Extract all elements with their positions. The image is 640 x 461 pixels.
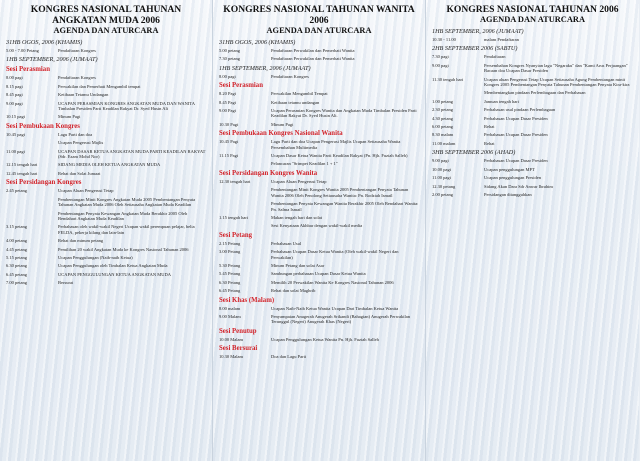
agenda-day-heading: 2HB SEPTEMBER 2006 (SABTU) — [432, 45, 518, 53]
agenda-row — [219, 201, 419, 212]
agenda-item: Ucapan Naib-Naib Ketua Wanita Ucapan Dari Timbalan Ketua Wanita — [271, 305, 399, 311]
agenda-item: Sambungan perbahasan Ucapan Dasar Ketua Wanita — [271, 271, 366, 277]
agenda-row — [6, 101, 206, 112]
agenda-item: Sesi Kenyataan Akhbar dengan wakil-wakil media — [271, 223, 363, 229]
agenda-time: 8.15 pagi — [6, 83, 23, 89]
agenda-row — [432, 90, 633, 95]
agenda-time: 9.00 Malam — [219, 313, 241, 319]
agenda-item: Perbahasan Usul — [271, 240, 302, 246]
agenda-item: Persembahan Kongres Nyanyian lagu "Negaraku" dan "Kami Arus Perjuangan" Bacaan doa Ucapan Dasar Presiden — [484, 62, 628, 74]
agenda-row — [219, 179, 419, 184]
agenda-row — [219, 100, 419, 105]
agenda-row — [219, 354, 419, 359]
agenda-row — [432, 141, 633, 146]
agenda-item: Ucapan Penggulungan Ketua Wanita Pn. Hjh. Fuziah Salleh — [271, 336, 379, 342]
agenda-row — [6, 149, 206, 160]
agenda-item: Pendaftaran Perwakilan dan Pemerhati Wanita — [271, 56, 355, 62]
agenda-item: Minum Pagi — [271, 121, 294, 127]
agenda-time: 2.45 petang — [6, 188, 27, 194]
panel-wanita — [213, 0, 426, 461]
agenda-item: Pembentangan Penyata Kewangan Wanita Berakhir 2005 Oleh Bendahari Wanita: Pn. Salma Ismail — [271, 201, 419, 212]
agenda-item: SIDANG MEDIA OLEH KETUA ANGKATAN MUDA — [58, 162, 161, 168]
agenda-row — [219, 74, 419, 79]
agenda-time: 8.45 Pagi — [219, 99, 237, 105]
agenda-time — [6, 197, 58, 208]
panel-title: KONGRES NASIONAL TAHUNAN 2006 — [446, 4, 619, 15]
agenda-section-heading: Sesi Perasmian — [6, 66, 50, 74]
agenda-time: 9.00 pagi — [432, 62, 449, 68]
agenda-row — [219, 91, 419, 96]
agenda-item: Makan tengah hari dan solat — [271, 214, 322, 220]
agenda-item: Pendaftaran Kongres — [271, 73, 309, 79]
agenda-row — [219, 337, 419, 342]
agenda-item: Perbahasan Ucapan Dasar Presiden — [484, 132, 548, 138]
agenda-day-heading: 1HB SEPTEMBER, 2006 (JUMAAT) — [219, 64, 311, 72]
panel-title: KONGRES NASIONAL TAHUNAN ANGKATAN MUDA 2006 — [30, 4, 182, 26]
agenda-time — [432, 90, 484, 95]
agenda-day-heading: 1HB SEPTEMBER, 2006 (JUMAAT) — [432, 28, 524, 35]
agenda-time: 4.30 petang — [432, 115, 453, 121]
agenda-item: Perbahasan Ucapan Dasar Presiden — [484, 158, 548, 164]
agenda-time: 10.30 Malam — [219, 354, 243, 360]
agenda-item: Rehat — [484, 124, 495, 130]
agenda-row — [6, 171, 206, 176]
agenda-time: 12.30 petang — [432, 183, 456, 189]
agenda-time: 4.00 petang — [6, 238, 27, 244]
agenda-list — [6, 39, 206, 286]
agenda-row — [6, 272, 206, 277]
agenda-row — [6, 255, 206, 260]
agenda-item: Ucapan Aluan Pengerusi Tetap — [58, 188, 114, 194]
agenda-item: Pembentangan Penyata Kewangan Angkatan Muda Berakhir 2005 Oleh Bendahari Angkatan Muda Keadilan — [58, 210, 188, 221]
panel-nasional — [426, 0, 639, 461]
panel-subtitle: AGENDA DAN ATURCARA — [480, 15, 585, 24]
agenda-row — [219, 187, 419, 198]
agenda-list — [432, 28, 633, 197]
agenda-time: 2.00 petang — [432, 191, 453, 197]
agenda-time: 7.30 pagi — [432, 54, 449, 60]
agenda-time: 6.30 petang — [6, 263, 27, 269]
agenda-time: 2.15 Petang — [219, 240, 241, 246]
agenda-time: 1.15 tengah hari — [219, 214, 249, 220]
agenda-time: 3.15 petang — [6, 224, 27, 230]
agenda-time: 10.30 Pagi — [219, 121, 239, 127]
agenda-item: Pelancaran "Srimpet Keadilan 1 + 1" — [271, 161, 338, 167]
agenda-item: Memilih 20 Perwakilan Wanita Ke Kongres Nasional Tahunan 2006 — [271, 279, 394, 285]
agenda-row — [432, 37, 633, 42]
panel-subtitle: AGENDA DAN ATURCARA — [266, 26, 372, 35]
agenda-row — [219, 56, 419, 61]
agenda-row — [219, 288, 419, 293]
agenda-item: Jamuan tengah hari — [484, 98, 519, 104]
agenda-item: Ucapan Pengerusi Majlis — [58, 140, 104, 146]
agenda-row — [432, 116, 633, 121]
agenda-row — [432, 99, 633, 104]
agenda-time — [219, 161, 271, 166]
panel-title: KONGRES NASIONAL TAHUNAN WANITA 2006 — [223, 4, 415, 26]
agenda-section-heading: Sesi Bersurai — [219, 345, 258, 353]
agenda-time: 3.00 Petang — [219, 249, 241, 255]
agenda-item: Pembentangan Minit Kongres Wanita 2005 Pembentangan Penyata Tahunan Wanita 2006 Oleh Penolong Setiausaha Wanita: Pn. Rodziah Ismail — [271, 187, 409, 198]
agenda-row — [219, 241, 419, 246]
agenda-time: 8.30 malam — [432, 132, 454, 138]
agenda-time: 12.15 tengah hari — [6, 162, 38, 168]
agenda-time: 5.15 petang — [6, 254, 27, 260]
panel-angkatan-muda — [0, 0, 213, 461]
agenda-row — [6, 211, 206, 222]
agenda-time: 6.00 petang — [432, 124, 453, 130]
agenda-time: 6.45 petang — [6, 271, 27, 277]
agenda-row — [6, 280, 206, 285]
agenda-time: 11.15 Pagi — [219, 153, 239, 159]
agenda-item: Lagu Parti dan doa — [58, 131, 93, 137]
agenda-time — [219, 223, 271, 228]
agenda-section-heading: Sesi Perasmian — [219, 82, 263, 90]
agenda-row — [6, 188, 206, 193]
agenda-time: 7.00 petang — [6, 280, 27, 286]
agenda-item: UCAPAN PERASMIAN KONGRES ANGKATAN MUDA DAN WANITA Timbalan Presiden Parti Keadilan Rakyat Dr. Syed Husin Ali — [58, 100, 195, 112]
agenda-time: 8.45 pagi — [6, 92, 23, 98]
agenda-time: 11.00 pagi — [432, 175, 451, 181]
agenda-row — [219, 48, 419, 53]
agenda-row — [6, 238, 206, 243]
agenda-time: 1.00 petang — [432, 98, 453, 104]
agenda-row — [219, 306, 419, 311]
agenda-row — [219, 249, 419, 260]
agenda-time: 5.30 Petang — [219, 262, 241, 268]
agenda-day-heading: 31HB OGOS, 2006 (KHAMIS) — [6, 39, 83, 46]
agenda-item: Ucapan Aluan Pengerusi Tetap — [271, 178, 327, 184]
agenda-row — [6, 140, 206, 145]
agenda-row — [6, 132, 206, 137]
agenda-time: 10.00 pagi — [432, 166, 451, 172]
agenda-row — [219, 153, 419, 158]
agenda-time: 9.00 pagi — [6, 100, 23, 106]
agenda-item: Rehat dan minum petang — [58, 238, 104, 244]
agenda-time: 10.45 Pagi — [219, 139, 239, 145]
agenda-item: Ketibaan tetamu undangan — [271, 99, 320, 105]
agenda-item: Sidang Akan Dara Sdr Anwar Ibrahim — [484, 183, 553, 189]
agenda-day-heading: 1HB SEPTEMBER, 2006 (JUMAAT) — [6, 56, 98, 64]
agenda-time: 4.45 petang — [6, 246, 27, 252]
agenda-row — [6, 224, 206, 235]
agenda-item: Membentangkan pindaan Perlembagaan dan Perbahasan — [484, 90, 586, 96]
agenda-row — [6, 263, 206, 268]
agenda-section-heading: Sesi Persidangan Kongres — [6, 179, 82, 187]
agenda-row — [432, 63, 633, 74]
agenda-item: Pendaftaran Perwakilan dan Pemerhati Wanita — [271, 48, 355, 53]
agenda-item: Ucapan Penggulungan oleh Timbalan Ketua Angkatan Muda — [58, 263, 168, 269]
agenda-item: Ucapan aluan Pengerusi Tetap Ucapan Setiausaha Agung Pembentangan minit Kongres 2005 Pembentangan Penyata Tahunan Pembentangan Penyata Kira-kira — [484, 76, 630, 88]
panel-subtitle: AGENDA DAN ATURCARA — [53, 26, 159, 35]
agenda-section-heading: Sesi Pembukaan Kongres — [6, 122, 80, 130]
agenda-item: Penyampaian Anugerah Anugerah Srikandi (Bahagian) Anugerah Perwakilan Terunggul (Negeri) Anugerah Khas (Negeri) — [271, 313, 410, 325]
agenda-item: Ucapan Dasar Ketua Wanita Parti Keadilan Rakyat (Pn. Hjh. Fuziah Salleh) — [271, 153, 408, 159]
agenda-time: 9.00 pagi — [432, 158, 449, 164]
agenda-row — [6, 48, 206, 53]
agenda-item: Perbahasan Ucapan Dasar Ketua Wanita (Oleh wakil-wakil Negeri dan Perwakilan) — [271, 249, 399, 260]
agenda-time: 8.00 pagi — [219, 73, 236, 79]
agenda-time: 8.20 Pagi — [219, 91, 237, 97]
agenda-time: 10.45 pagi — [6, 131, 25, 137]
agenda-time: 10.15 pagi — [6, 114, 25, 120]
agenda-time: 5.00 - 7.00 Petang — [6, 48, 39, 53]
agenda-time: 9.00 Pagi — [219, 108, 237, 114]
agenda-item: Pendaftaran Kongres — [58, 75, 96, 81]
agenda-item: UCAPAN PENGGULUNGAN KETUA ANGKATAN MUDA — [58, 271, 171, 277]
agenda-row — [219, 271, 419, 276]
agenda-row — [432, 77, 633, 88]
agenda-item: Perwakilan dan Pemerhati Mengambil tempat — [58, 83, 141, 89]
agenda-row — [432, 124, 633, 129]
agenda-item: Rehat dan Solat Jumaat — [58, 170, 101, 176]
agenda-item: Ucapan penggulungan MPT — [484, 166, 535, 172]
agenda-item: Perwakilan Mengambil Tempat — [271, 91, 328, 97]
agenda-time: 6.45 Petang — [219, 288, 241, 294]
agenda-time: 6.30 Petang — [219, 279, 241, 285]
agenda-section-heading: Sesi Persidangan Kongres Wanita — [219, 169, 318, 177]
agenda-item: malam Pendaftaran — [484, 37, 519, 42]
agenda-item: Perbahasan oleh wakil-wakil Negeri Ucapan wakil perempuan pelajar, belia FELDA, pekerja kilang dan lain-lain — [58, 224, 195, 235]
agenda-row — [432, 132, 633, 137]
agenda-row — [219, 215, 419, 220]
agenda-time — [6, 140, 58, 145]
agenda-item: Ketibaan Tetamu Undangan — [58, 92, 109, 98]
agenda-item: Ucapan Perasmian Kongres Wanita dan Angkatan Muda Timbalan Presiden Parti Keadilan Rakyat Dr. Syed Husin Ali. — [271, 108, 417, 119]
agenda-time: 5.00 petang — [219, 48, 240, 53]
agenda-item: Perbahasan Ucapan Dasar Presiden — [484, 115, 548, 121]
agenda-item: Rehat — [484, 140, 495, 146]
agenda-time: 12.30 tengah hari — [219, 178, 251, 184]
agenda-row — [6, 75, 206, 80]
agenda-item: Doa dan Lagu Parti — [271, 354, 307, 360]
agenda-item: Pemilihan 20 wakil Angkatan Muda ke Kongres Nasional Tahunan 2006 — [58, 246, 189, 252]
agenda-row — [219, 280, 419, 285]
agenda-row — [432, 158, 633, 163]
agenda-item: Pendaftaran — [484, 54, 506, 60]
agenda-row — [219, 161, 419, 166]
agenda-item: Minum Pagi — [58, 114, 81, 120]
agenda-section-heading: Sesi Pembukaan Kongres Nasional Wanita — [219, 130, 343, 138]
agenda-time — [219, 187, 271, 198]
agenda-row — [219, 263, 419, 268]
agenda-time: 11.00 pagi — [6, 148, 25, 154]
agenda-row — [219, 139, 419, 150]
agenda-item: Pendaftaran Kongres — [58, 48, 96, 53]
agenda-day-heading: 3HB SEPTEMBER 2006 (AHAD) — [432, 149, 516, 157]
agenda-item: Rehat dan solat Maghrib — [271, 288, 316, 294]
agenda-row — [6, 247, 206, 252]
agenda-time — [219, 201, 271, 212]
agenda-item: Ucapan penggulungan Presiden — [484, 175, 541, 181]
agenda-row — [432, 192, 633, 197]
agenda-row — [6, 114, 206, 119]
agenda-section-heading: Sesi Khas (Malam) — [219, 296, 275, 304]
agenda-item: Persidangan ditangguhkan — [484, 191, 532, 197]
agenda-item: Ucapan Penggulungan (Naib-naib Ketua) — [58, 254, 133, 260]
agenda-time: 11.00 malam — [432, 140, 456, 146]
agenda-time: 10.00 Malam — [219, 336, 243, 342]
agenda-time — [6, 211, 58, 222]
agenda-day-heading: 31HB OGOS, 2006 (KHAMIS) — [219, 39, 296, 46]
agenda-item: Perbahasan usul pindaan Perlembagaan — [484, 107, 556, 113]
agenda-row — [6, 92, 206, 97]
agenda-list — [219, 39, 419, 360]
agenda-time: 8.00 malam — [219, 305, 241, 311]
agenda-row — [432, 184, 633, 189]
agenda-time: 8.00 pagi — [6, 75, 23, 81]
agenda-section-heading: Sesi Penutup — [219, 327, 257, 335]
agenda-item: Lagu Parti dan doa Ucapan Pengerusi Majlis Ucapan Setiausaha Wanita Persembahan Multimedia — [271, 139, 401, 150]
agenda-row — [432, 167, 633, 172]
agenda-row — [219, 223, 419, 228]
agenda-time: 2.30 petang — [432, 107, 453, 113]
agenda-time: 7.30 petang — [219, 56, 240, 62]
agenda-row — [6, 84, 206, 89]
agenda-item: Bersurai — [58, 280, 74, 286]
agenda-section-heading: Sesi Petang — [219, 231, 253, 239]
agenda-row — [432, 54, 633, 59]
agenda-row — [432, 107, 633, 112]
agenda-row — [6, 162, 206, 167]
agenda-time: 5.45 Petang — [219, 271, 241, 277]
agenda-row — [6, 197, 206, 208]
agenda-time: 11.30 tengah hari — [432, 76, 464, 82]
agenda-row — [219, 314, 419, 325]
agenda-time: 12.45 tengah hari — [6, 170, 38, 176]
agenda-item: UCAPAN DASAR KETUA ANGKATAN MUDA PARTI KEADILAN RAKYAT (Sdr. Ezam Mohd Nor) — [58, 148, 206, 160]
agenda-item: Pembentangan Minit Kongres Angkatan Muda 2005 Pembentangan Penyata Tahunan Angkatan Muda 2006 Oleh Setiausaha Angkatan Muda Keadilan — [58, 196, 196, 208]
agenda-time: 10.30 - 11.00 — [432, 37, 456, 42]
agenda-row — [219, 108, 419, 119]
agenda-row — [219, 122, 419, 127]
agenda-row — [432, 175, 633, 180]
agenda-item: Minum Petang dan solat Asar — [271, 262, 325, 268]
